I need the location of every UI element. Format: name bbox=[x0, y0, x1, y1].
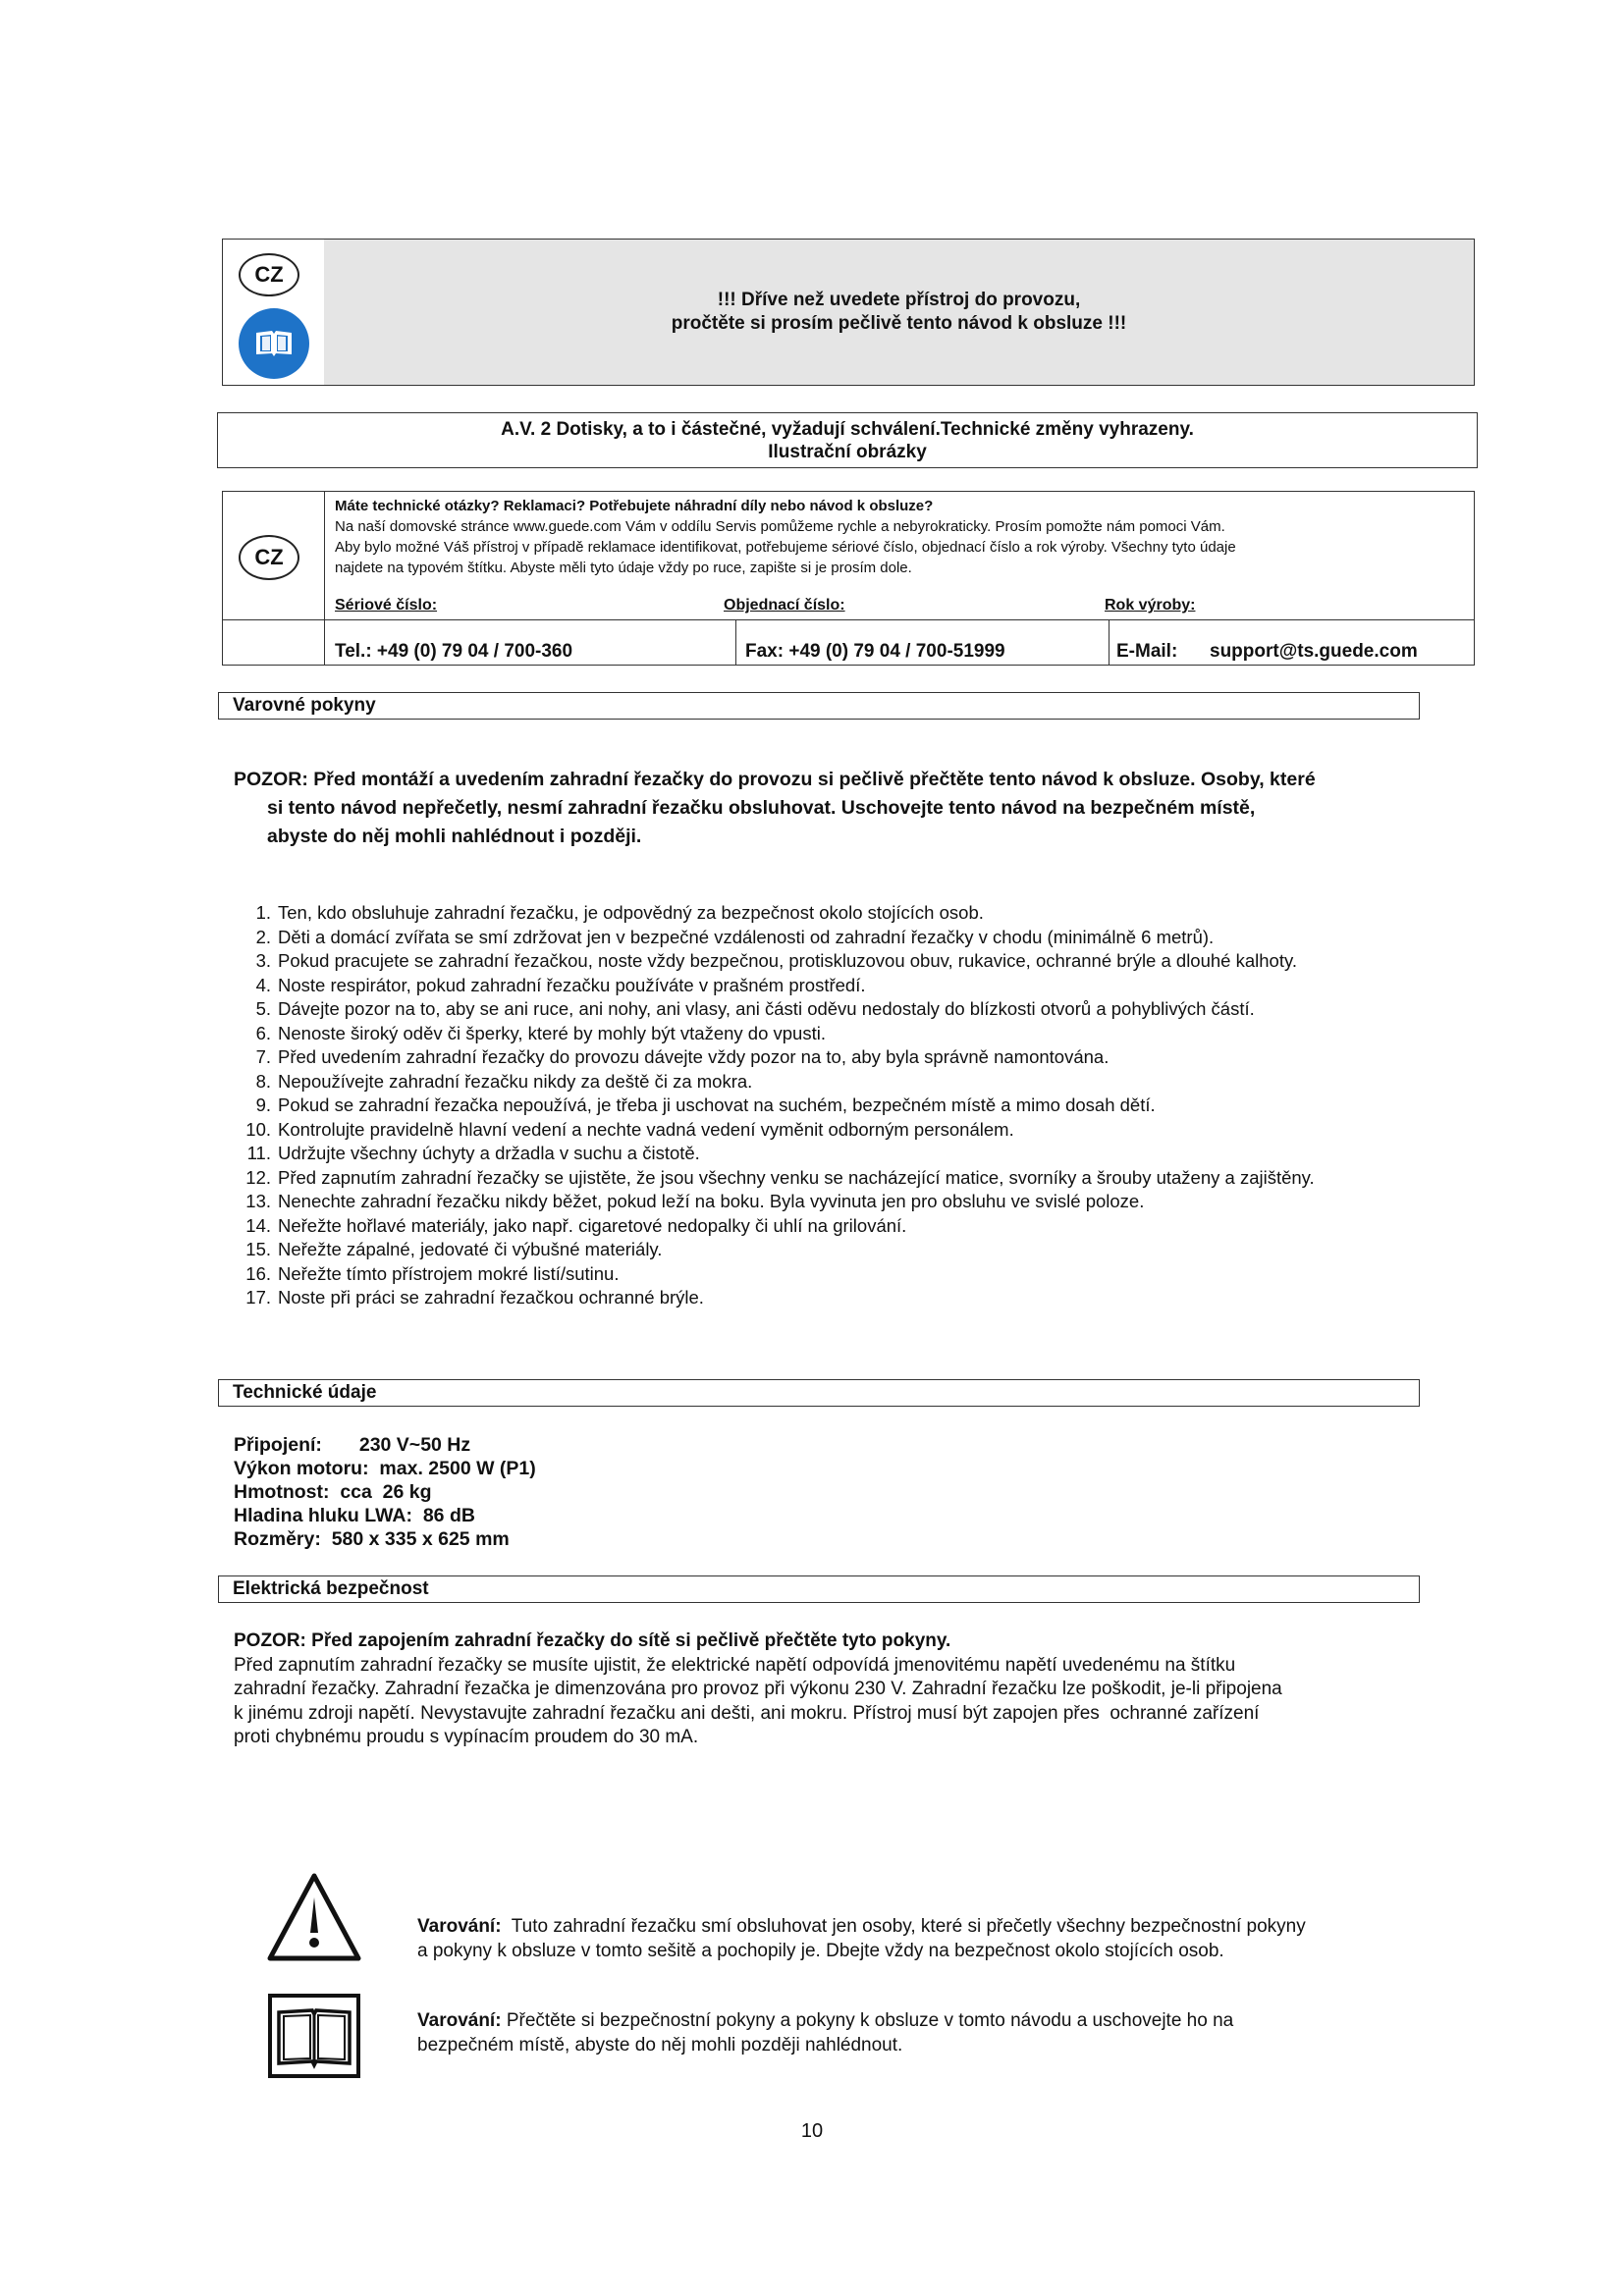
list-item bbox=[257, 974, 1416, 998]
service-line-1: Máte technické otázky? Reklamaci? Potřebujete náhradní díly nebo návod k obsluze? bbox=[335, 498, 934, 514]
technical-data bbox=[234, 1433, 536, 1551]
list-item bbox=[257, 997, 1416, 1022]
list-item-text: Pokud pracujete se zahradní řezačkou, noste vždy bezpečnou, protiskluzovou obuv, rukavice, ochranné brýle a dlouhé kalhoty. bbox=[278, 950, 1297, 971]
header-line-1: !!! Dříve než uvedete přístroj do provozu, bbox=[717, 290, 1081, 310]
list-item-number: 4. bbox=[255, 974, 271, 995]
warning-label-1: Varování: bbox=[417, 1916, 502, 1937]
contact-divider bbox=[1109, 619, 1110, 665]
pozor-line-2: si tento návod nepřečetly, nesmí zahradní řezačku obsluhovat. Uschovejte tento návod na bezpečném místě, bbox=[267, 797, 1256, 819]
list-item-text: Nenoste široký oděv či šperky, které by mohly být vtaženy do vpusti. bbox=[278, 1022, 826, 1043]
country-badge bbox=[239, 535, 299, 580]
order-number-label: Objednací číslo: bbox=[724, 597, 845, 614]
list-item-number: 12. bbox=[245, 1166, 271, 1188]
list-item bbox=[257, 1045, 1416, 1070]
email-address[interactable]: support@ts.guede.com bbox=[1210, 641, 1418, 662]
list-item-text: Děti a domácí zvířata se smí zdržovat jen v bezpečné vzdálenosti od zahradní řezačky v chodu (minimálně 6 metrů). bbox=[278, 926, 1215, 947]
list-item-text: Pokud se zahradní řezačka nepoužívá, je třeba ji uschovat na suchém, bezpečném místě a mimo dosah dětí. bbox=[278, 1095, 1156, 1115]
pozor-line-1: POZOR: Před montáží a uvedením zahradní řezačky do provozu si pečlivě přečtěte tento návod k obsluze. Osoby, které bbox=[234, 769, 1316, 790]
list-item-number: 8. bbox=[255, 1070, 271, 1092]
service-line-4: najdete na typovém štítku. Abyste měli tyto údaje vždy po ruce, zapište si je prosím dole. bbox=[335, 560, 912, 576]
list-item bbox=[245, 1166, 1416, 1191]
electrical-line-2: zahradní řezačky. Zahradní řezačka je dimenzována pro provoz při výkonu 230 V. Zahradní řezačku lze poškodit, je-li připojena bbox=[234, 1679, 1282, 1699]
section-heading-technical: Technické údaje bbox=[218, 1379, 1420, 1407]
pozor-line-3: abyste do něj mohli nahlédnout i později. bbox=[267, 826, 642, 847]
list-item-number: 2. bbox=[255, 926, 271, 947]
header-line-2: pročtěte si prosím pečlivě tento návod k obsluze !!! bbox=[671, 313, 1127, 334]
tech-weight: Hmotnost: cca 26 kg bbox=[234, 1481, 432, 1503]
list-item-text: Ten, kdo obsluhuje zahradní řezačku, je odpovědný za bezpečnost okolo stojících osob. bbox=[278, 902, 984, 923]
electrical-safety-text bbox=[234, 1629, 1412, 1750]
list-item-text: Před zapnutím zahradní řezačky se ujistěte, že jsou všechny venku se nacházející matice, svorníky a šrouby utaženy a zajištěny. bbox=[278, 1166, 1315, 1188]
list-item-text: Neřežte tímto přístrojem mokré listí/sutinu. bbox=[278, 1262, 620, 1284]
list-item-number: 16. bbox=[245, 1262, 271, 1284]
page-number: 10 bbox=[800, 2120, 824, 2142]
electrical-line-1: Před zapnutím zahradní řezačky se musíte ujistit, že elektrické napětí odpovídá jmenovitému napětí uvedenému na štítku bbox=[234, 1654, 1236, 1676]
service-line-2: Na naší domovské stránce www.guede.com Vám v oddílu Servis pomůžeme rychle a nebyrokraticky. Prosím pomožte nám pomoci Vám. bbox=[335, 518, 1225, 535]
service-divider bbox=[223, 619, 1474, 620]
header-icon-cell bbox=[223, 240, 325, 385]
list-item-text: Nepoužívejte zahradní řezačku nikdy za deště či za mokra. bbox=[278, 1070, 753, 1092]
list-item-text: Před uvedením zahradní řezačky do provozu dávejte vždy pozor na to, aby byla správně namontována. bbox=[278, 1046, 1110, 1067]
list-item bbox=[245, 1286, 1416, 1310]
list-item bbox=[257, 1070, 1416, 1095]
warning-note-1 bbox=[417, 1914, 1429, 1963]
list-item bbox=[245, 1214, 1416, 1239]
electrical-line-3: k jinému zdroji napětí. Nevystavujte zahradní řezačku ani dešti, ani mokru. Přístroj musí být zapojen přes ochranné zařízení bbox=[234, 1702, 1260, 1724]
copyright-line-1: A.V. 2 Dotisky, a to i částečné, vyžadují schválení.Technické změny vyhrazeny. bbox=[501, 418, 1194, 440]
section-heading-electrical: Elektrická bezpečnost bbox=[218, 1575, 1420, 1603]
list-item-number: 9. bbox=[255, 1095, 271, 1115]
list-item-text: Neřežte hořlavé materiály, jako např. cigaretové nedopalky či uhlí na grilování. bbox=[278, 1214, 907, 1236]
country-badge bbox=[239, 253, 299, 296]
serial-number-label: Sériové číslo: bbox=[335, 597, 438, 614]
tech-power: Výkon motoru: max. 2500 W (P1) bbox=[234, 1458, 536, 1479]
list-item-number: 11. bbox=[246, 1143, 271, 1163]
pozor-warning bbox=[234, 766, 1432, 851]
service-icon-cell bbox=[223, 492, 325, 665]
list-item-text: Kontrolujte pravidelně hlavní vedení a nechte vadná vedení vyměnit odborným personálem. bbox=[278, 1118, 1014, 1140]
warning-note-2 bbox=[417, 2008, 1429, 2057]
service-line-3: Aby bylo možné Váš přístroj v případě reklamace identifikovat, potřebujeme sériové číslo, objednací číslo a rok výroby. Všechny tyto údaje bbox=[335, 539, 1236, 556]
header-message bbox=[324, 240, 1474, 385]
list-item-number: 10. bbox=[245, 1118, 271, 1140]
contact-divider bbox=[735, 619, 736, 665]
fax-number: Fax: +49 (0) 79 04 / 700-51999 bbox=[745, 641, 1005, 662]
list-item bbox=[257, 926, 1416, 950]
service-info bbox=[222, 491, 1475, 666]
list-item bbox=[245, 1238, 1416, 1262]
list-item-text: Neřežte zápalné, jedovaté či výbušné materiály. bbox=[278, 1239, 663, 1259]
list-item-number: 14. bbox=[245, 1214, 271, 1236]
list-item-text: Dávejte pozor na to, aby se ani ruce, ani nohy, ani vlasy, ani části oděvu nedostaly do blízkosti otvorů a pohyblivých částí. bbox=[278, 998, 1255, 1019]
copyright-line-2: Ilustrační obrázky bbox=[768, 441, 927, 462]
list-item-number: 13. bbox=[245, 1191, 271, 1211]
list-item-number: 6. bbox=[255, 1022, 271, 1043]
list-item-number: 17. bbox=[245, 1287, 271, 1308]
read-manual-icon bbox=[267, 1993, 361, 2084]
list-item bbox=[257, 1022, 1416, 1046]
copyright-notice bbox=[217, 412, 1478, 468]
list-item bbox=[245, 1190, 1416, 1214]
list-item bbox=[257, 949, 1416, 974]
list-item bbox=[245, 1118, 1416, 1143]
header-notice bbox=[222, 239, 1475, 386]
list-item bbox=[245, 1262, 1416, 1287]
list-item-text: Nenechte zahradní řezačku nikdy běžet, pokud leží na boku. Byla vyvinuta jen pro obsluhu ve svislé poloze. bbox=[278, 1191, 1145, 1211]
service-text bbox=[335, 496, 1464, 578]
list-item-number: 5. bbox=[255, 998, 271, 1019]
warning-text-2b: bezpečném místě, abyste do něj mohli později nahlédnout. bbox=[417, 2035, 903, 2056]
warning-text-2a: Přečtěte si bezpečnostní pokyny a pokyny k obsluze v tomto návodu a uschovejte ho na bbox=[506, 2010, 1234, 2031]
warning-text-1b: a pokyny k obsluze v tomto sešitě a pochopily je. Dbejte vždy na bezpečnost okolo stojících osob. bbox=[417, 1941, 1224, 1961]
email-label: E-Mail: bbox=[1116, 641, 1178, 662]
list-item-number: 3. bbox=[255, 950, 271, 971]
country-code: CZ bbox=[254, 262, 284, 287]
manual-book-icon bbox=[239, 308, 309, 379]
section-heading-warnings: Varovné pokyny bbox=[218, 692, 1420, 720]
country-code: CZ bbox=[254, 545, 284, 569]
list-item bbox=[246, 1142, 1416, 1166]
warning-label-2: Varování: bbox=[417, 2010, 502, 2031]
warning-text-1a: Tuto zahradní řezačku smí obsluhovat jen osoby, které si přečetly všechny bezpečnostní pokyny bbox=[511, 1916, 1306, 1937]
list-item-text: Noste při práci se zahradní řezačkou ochranné brýle. bbox=[278, 1287, 704, 1308]
list-item bbox=[257, 901, 1416, 926]
warning-triangle-icon bbox=[267, 1872, 361, 1967]
tech-noise: Hladina hluku LWA: 86 dB bbox=[234, 1505, 475, 1526]
list-item-number: 1. bbox=[255, 902, 271, 923]
list-item-number: 15. bbox=[245, 1239, 271, 1259]
electrical-pozor: POZOR: Před zapojením zahradní řezačky do sítě si pečlivě přečtěte tyto pokyny. bbox=[234, 1630, 951, 1651]
list-item-number: 7. bbox=[255, 1046, 271, 1067]
electrical-line-4: proti chybnému proudu s vypínacím proudem do 30 mA. bbox=[234, 1727, 699, 1747]
list-item bbox=[257, 1094, 1416, 1118]
tech-dimensions: Rozměry: 580 x 335 x 625 mm bbox=[234, 1528, 510, 1550]
list-item-text: Noste respirátor, pokud zahradní řezačku používáte v prašném prostředí. bbox=[278, 974, 866, 995]
phone-number: Tel.: +49 (0) 79 04 / 700-360 bbox=[335, 641, 573, 662]
year-label: Rok výroby: bbox=[1105, 597, 1196, 614]
safety-instructions-list bbox=[245, 901, 1416, 1310]
list-item-text: Udržujte všechny úchyty a držadla v suchu a čistotě. bbox=[278, 1143, 700, 1163]
tech-connection: Připojení: 230 V~50 Hz bbox=[234, 1434, 471, 1456]
